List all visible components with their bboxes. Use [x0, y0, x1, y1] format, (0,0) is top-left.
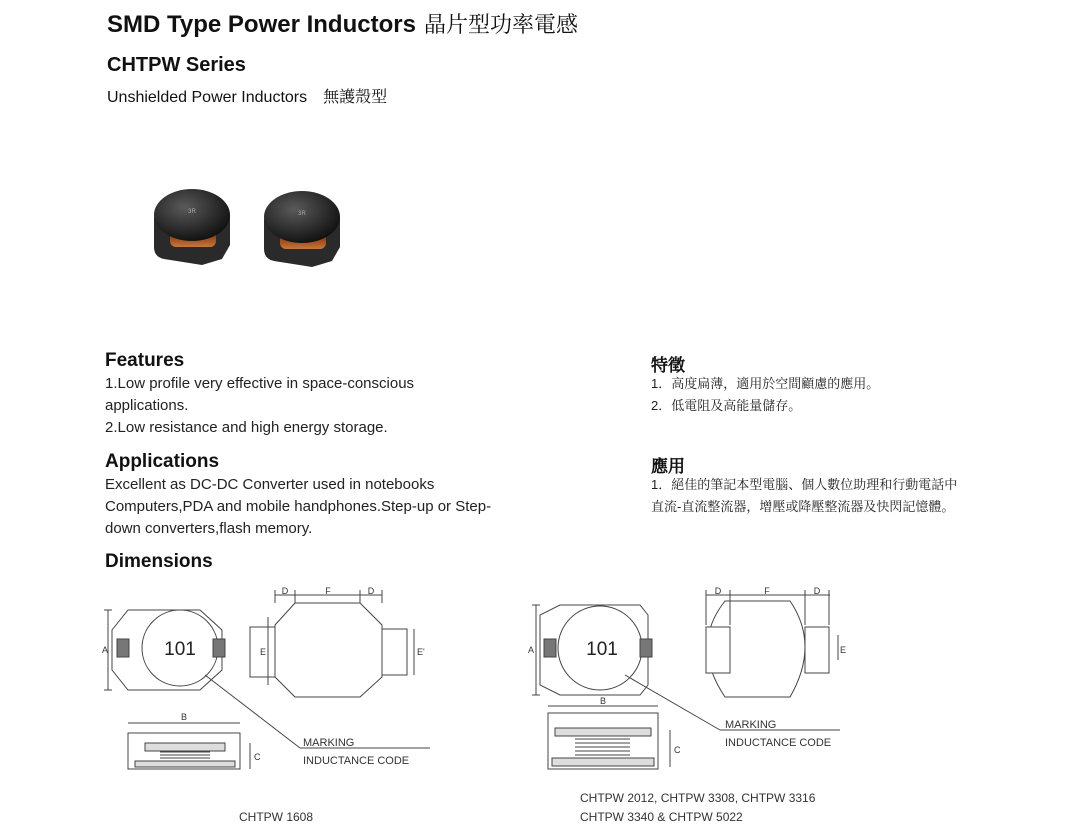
features-item-2: 2.Low resistance and high energy storage. — [105, 419, 388, 436]
features-list — [105, 373, 465, 439]
page-title-zh: 晶片型功率電感 — [423, 12, 578, 37]
caption-right-1: CHTPW 2012, CHTPW 3308, CHTPW 3316 — [580, 791, 816, 805]
label-d-right-2: D — [813, 586, 821, 596]
applications-text-zh — [651, 474, 957, 518]
label-f-left: F — [325, 586, 331, 596]
inductor-photo-1 — [154, 189, 230, 265]
marking-code-left: 101 — [164, 639, 196, 660]
svg-text:3R: 3R — [298, 211, 306, 217]
applications-heading: Applications — [105, 451, 220, 472]
label-d-right-1: D — [714, 586, 722, 596]
label-b-left: B — [180, 712, 188, 722]
label-e-left: E — [260, 647, 267, 657]
dimension-drawing-right — [520, 585, 865, 785]
page-title-en: SMD Type Power Inductors — [107, 11, 416, 38]
marking-label-left: MARKING — [303, 737, 355, 749]
features-list-zh — [651, 373, 879, 417]
page-title — [107, 8, 578, 39]
inductance-label-left: INDUCTANCE CODE — [303, 755, 410, 767]
dimensions-heading: Dimensions — [105, 551, 213, 572]
dimension-drawing-left — [100, 585, 445, 785]
svg-text:3R: 3R — [188, 209, 196, 215]
label-a-left: A — [102, 645, 109, 655]
label-b-right: B — [599, 696, 607, 706]
applications-heading-zh: 應用 — [651, 457, 685, 476]
label-c-left: C — [254, 752, 261, 762]
label-d-left-2: D — [367, 586, 375, 596]
marking-code-right: 101 — [586, 639, 618, 660]
subtitle-zh: 無護殼型 — [323, 89, 388, 106]
applications-text: Excellent as DC-DC Converter used in notebooks Computers,PDA and mobile handphones.Step-up or Step-down converters,flash memory. — [105, 476, 492, 537]
subtitle-en: Unshielded Power Inductors — [107, 89, 308, 106]
product-photo — [140, 175, 350, 285]
inductor-photo-2 — [264, 191, 340, 267]
applications-line-zh-1: 1．絕佳的筆記本型電腦、個人數位助理和行動電話中 — [651, 477, 958, 492]
subtitle — [107, 84, 387, 107]
inductance-label-right: INDUCTANCE CODE — [725, 737, 832, 749]
label-d-left-1: D — [281, 586, 289, 596]
applications-line-zh-2: 直流-直流整流器，增壓或降壓整流器及快閃記憶體。 — [651, 499, 955, 514]
features-heading-zh: 特徵 — [651, 356, 685, 375]
features-item-zh-2: 2．低電阻及高能量儲存。 — [651, 398, 802, 413]
caption-right-2: CHTPW 3340 & CHTPW 5022 — [580, 810, 743, 824]
series-title: CHTPW Series — [107, 54, 246, 76]
marking-label-right: MARKING — [725, 719, 777, 731]
label-f-right: F — [764, 586, 770, 596]
features-heading: Features — [105, 350, 185, 371]
label-c-right: C — [674, 745, 681, 755]
label-e-prime-left: E' — [417, 647, 425, 657]
label-a-right: A — [528, 645, 535, 655]
label-e-right: E — [840, 645, 847, 655]
caption-left: CHTPW 1608 — [239, 810, 314, 824]
features-item-zh-1: 1．高度扁薄，適用於空間顧慮的應用。 — [651, 376, 880, 391]
features-item-1: 1.Low profile very effective in space-conscious applications. — [105, 375, 415, 414]
